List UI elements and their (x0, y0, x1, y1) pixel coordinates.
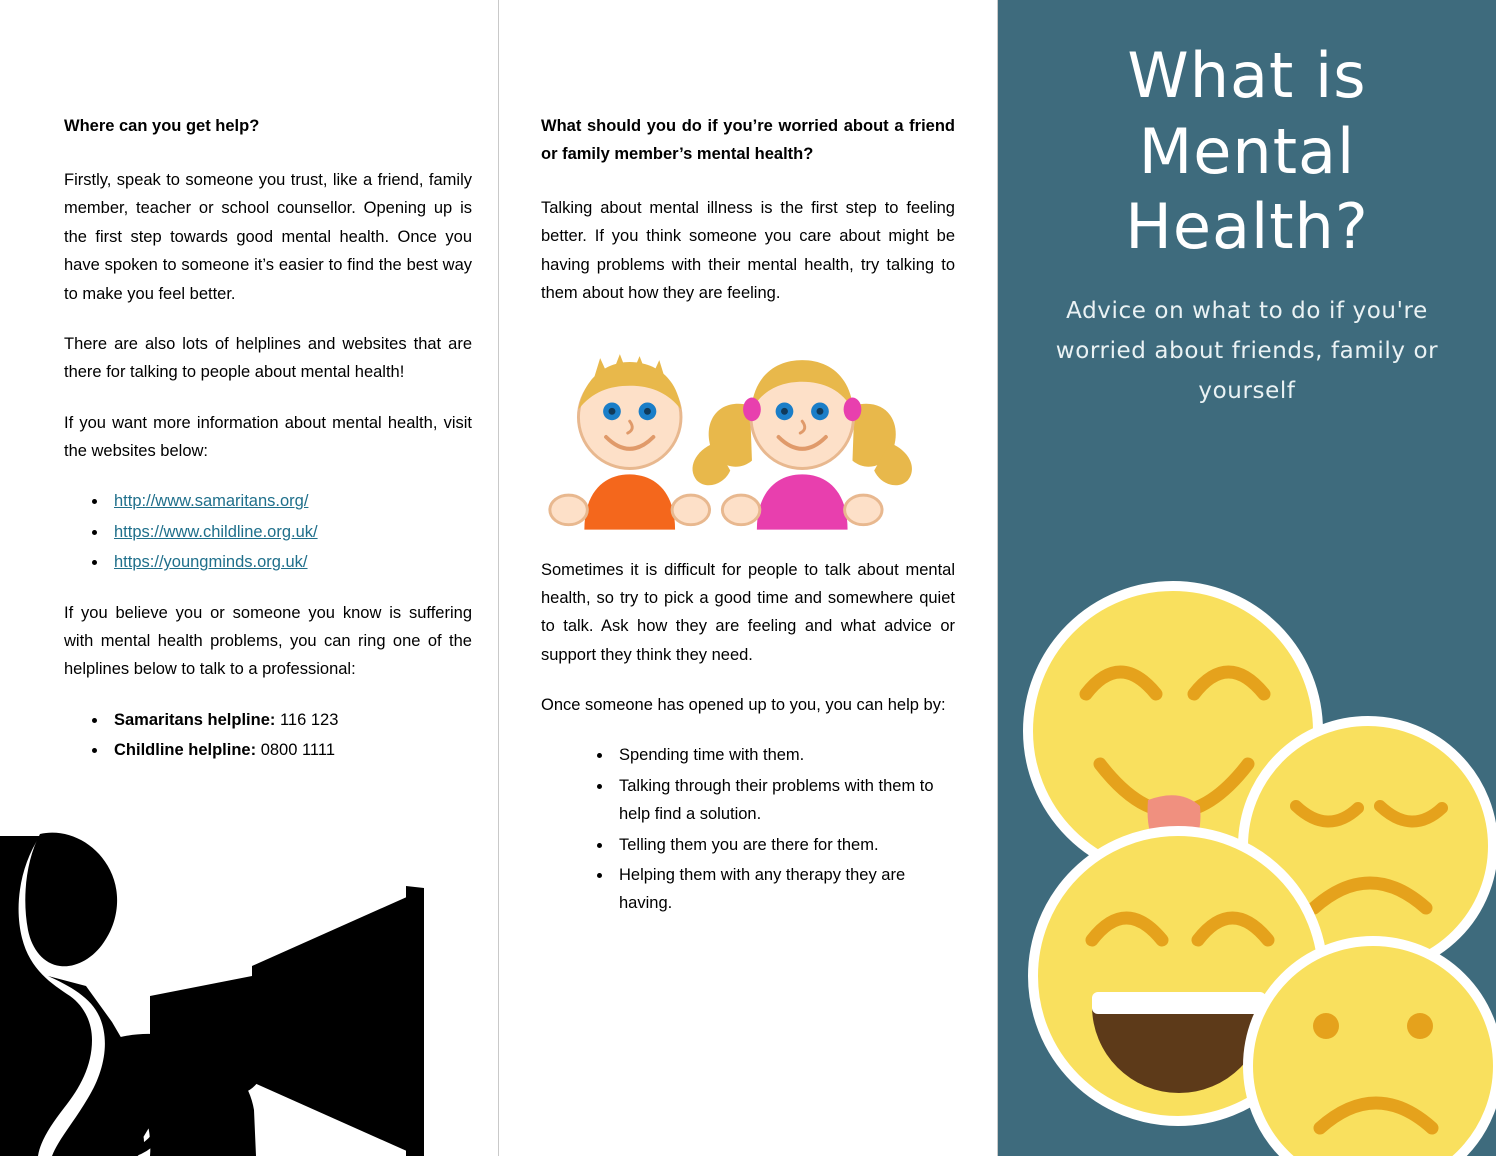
panel-left-paragraph-1: Firstly, speak to someone you trust, like a friend, family member, teacher or school counsellor. Opening up is the first step towards good mental health. Once you have spoken to someone it’s easier to find the best way to make you feel better. (64, 171, 472, 303)
helpline-list (64, 706, 472, 765)
panel-left (0, 0, 498, 1156)
helpline-label-childline: Childline helpline: (114, 741, 257, 760)
panel-left-paragraph-2: There are also lots of helplines and websites that are there for talking to people about mental health! (64, 334, 472, 382)
link-youngminds[interactable]: https://youngminds.org.uk/ (114, 553, 308, 572)
panel-middle (498, 0, 998, 1156)
list-item: • Helping them with any therapy they are having. (613, 861, 955, 918)
panel-left-paragraph-3: If you want more information about mental health, visit the websites below: (64, 413, 472, 461)
cover-title-line-1: What is (1127, 39, 1367, 112)
list-item: • Telling them you are there for them. (613, 831, 955, 859)
panel-middle-heading: What should you do if you’re worried about a friend or family member’s mental health? (541, 117, 955, 164)
cover-title (998, 0, 1496, 265)
four-emoji-faces (1008, 556, 1496, 1156)
list-item (108, 548, 472, 576)
cover-title-line-3: Health? (1125, 190, 1369, 264)
megaphone-silhouette-image (0, 826, 440, 1156)
list-item (108, 706, 472, 734)
link-samaritans[interactable]: http://www.samaritans.org/ (114, 492, 309, 511)
list-item: • Spending time with them. (613, 741, 955, 769)
panel-left-heading: Where can you get help? (64, 117, 260, 135)
list-item (108, 518, 472, 546)
help-list (541, 741, 955, 917)
list-item: • Talking through their problems with them to help find a solution. (613, 772, 955, 829)
emoji-frowning (1248, 941, 1496, 1156)
panel-left-paragraph-4: If you believe you or someone you know is suffering with mental health problems, you can ring one of the helplines below to talk to a professional: (64, 603, 472, 679)
helpline-number-samaritans: 116 123 (279, 710, 339, 729)
two-children-clipart (541, 330, 955, 540)
panel-middle-paragraph-3: Once someone has opened up to you, you can help by: (541, 696, 946, 715)
panel-middle-content (499, 112, 997, 918)
website-list (64, 487, 472, 576)
list-item (108, 736, 472, 764)
list-item (108, 487, 472, 515)
panel-left-content (0, 112, 498, 764)
cover-subtitle: Advice on what to do if you're worried about friends, family or yourself (1055, 297, 1439, 405)
panel-right-cover (998, 0, 1496, 1156)
link-childline[interactable]: https://www.childline.org.uk/ (114, 522, 318, 541)
cover-title-line-2: Mental (1138, 114, 1356, 188)
panel-middle-paragraph-1: Talking about mental illness is the first step to feeling better. If you think someone you care about might be having problems with their mental health, try talking to them about how they are feeling. (541, 199, 955, 303)
helpline-label-samaritans: Samaritans helpline: (114, 710, 276, 729)
helpline-number-childline: 0800 1111 (260, 741, 336, 760)
panel-middle-paragraph-2: Sometimes it is difficult for people to talk about mental health, so try to pick a good time and somewhere quiet to talk. Ask how they are feeling and what advice or support they think they need. (541, 560, 955, 664)
